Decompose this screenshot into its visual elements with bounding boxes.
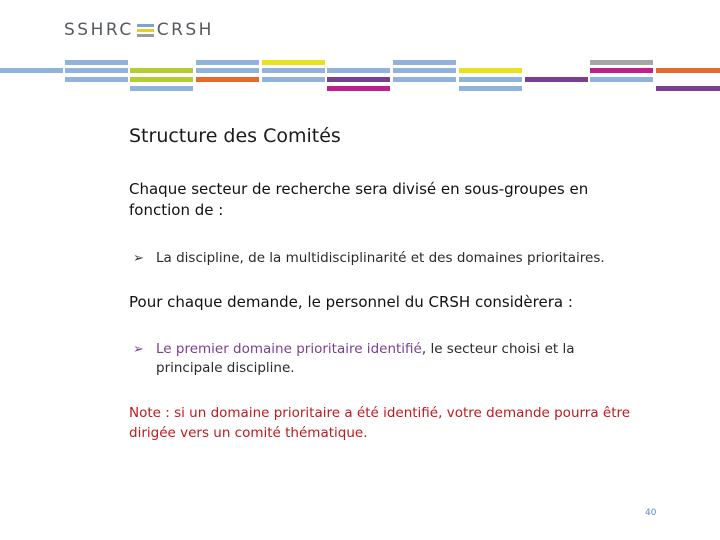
arrowhead-bullet-icon: ➢ (133, 251, 144, 266)
decorative-color-band (0, 60, 720, 94)
band-segment (262, 77, 325, 82)
band-segment (525, 77, 588, 82)
sshrc-crsh-logo (64, 20, 214, 40)
band-segment (130, 86, 193, 91)
band-segment (262, 60, 325, 65)
note-paragraph: Note : si un domaine prioritaire a été identifié, votre demande pourra être dirigée vers un comité thématique. (129, 405, 631, 441)
band-segment (459, 77, 522, 82)
slide-title: Structure des Comités (129, 125, 341, 147)
band-segment (196, 68, 259, 73)
bullet-text: La discipline, de la multidisciplinarité et des domaines prioritaires. (156, 250, 605, 266)
intro-paragraph: Chaque secteur de recherche sera divisé en sous-groupes en fonction de : (129, 180, 589, 219)
logo-text-sshrc: SSHRC (64, 20, 134, 40)
band-segment (196, 77, 259, 82)
band-segment (327, 77, 390, 82)
band-segment (0, 68, 63, 73)
band-segment (65, 77, 128, 82)
bullet-text: , le secteur choisi et la principale discipline. (156, 341, 575, 376)
logo-mark-stripe-2 (137, 29, 154, 32)
logo-mark-stripe-1 (137, 24, 154, 27)
band-segment (590, 60, 653, 65)
bullet-item-priority-domain (133, 340, 633, 378)
band-segment (656, 68, 720, 73)
bullet-item-discipline (133, 249, 633, 268)
band-segment (327, 86, 390, 91)
band-segment (459, 86, 522, 91)
band-segment (327, 68, 390, 73)
logo-mark-stripe-3 (137, 34, 154, 37)
band-segment (262, 68, 325, 73)
band-segment (130, 77, 193, 82)
section-paragraph: Pour chaque demande, le personnel du CRSH considèrera : (129, 293, 573, 311)
page-number: 40 (645, 508, 657, 518)
bullet-text-highlight: Le premier domaine prioritaire identifié (156, 341, 422, 357)
band-segment (393, 77, 456, 82)
band-segment (590, 68, 653, 73)
arrowhead-bullet-icon: ➢ (133, 342, 144, 357)
logo-text-crsh: CRSH (156, 20, 214, 40)
band-segment (130, 68, 193, 73)
band-segment (393, 68, 456, 73)
logo-mark-icon (137, 24, 154, 37)
band-segment (196, 60, 259, 65)
band-segment (656, 86, 720, 91)
band-segment (459, 68, 522, 73)
band-segment (65, 60, 128, 65)
band-segment (65, 68, 128, 73)
band-segment (590, 77, 653, 82)
band-segment (393, 60, 456, 65)
